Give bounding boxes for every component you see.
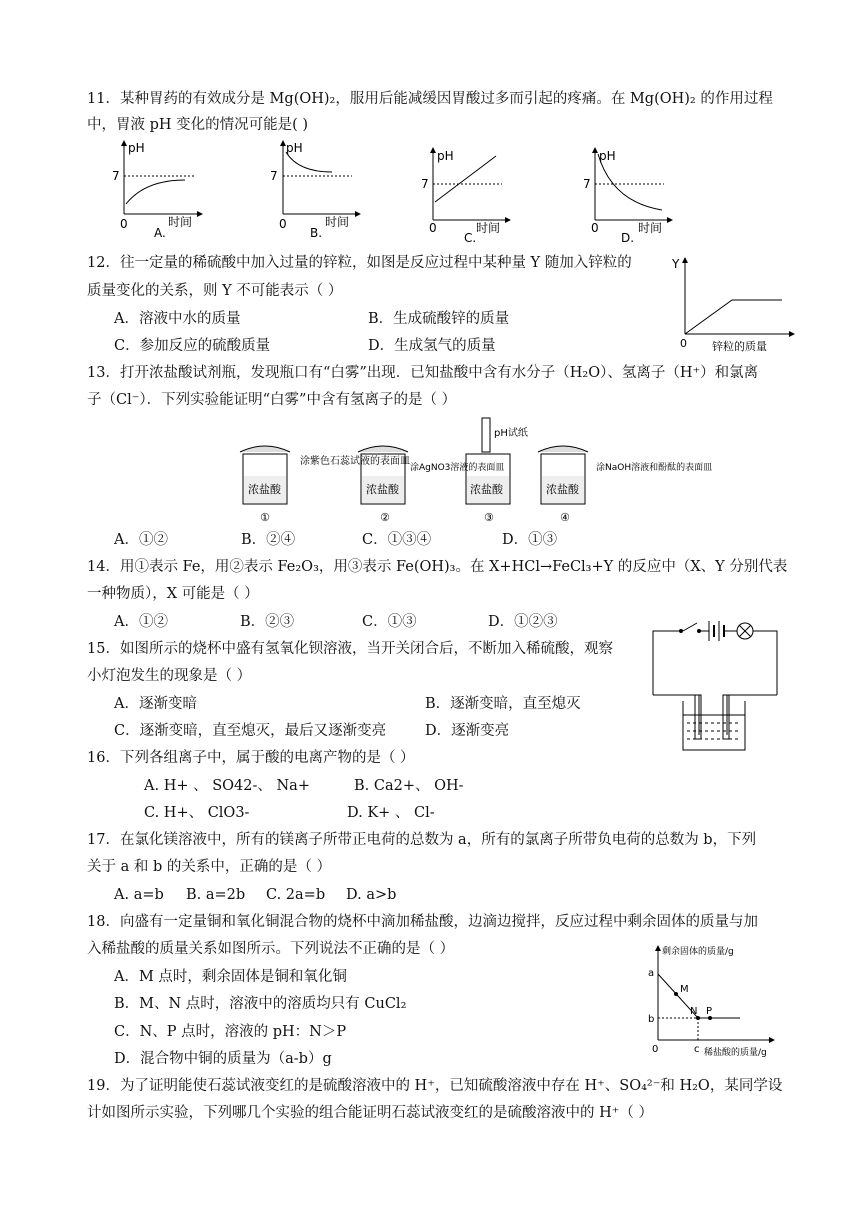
svg-text:B.: B.	[310, 226, 323, 240]
q19-line2: 计如图所示实验，下列哪几个实验的组合能证明石蕊试液变红的是硫酸溶液中的 H⁺（ ）	[87, 1105, 654, 1121]
q17-line2: 关于 a 和 b 的关系中，正确的是（ ）	[87, 859, 331, 875]
ph-graph-d	[583, 149, 670, 245]
svg-text:0: 0	[429, 221, 437, 235]
svg-text:D.: D.	[621, 231, 635, 245]
q15-option-c: C．逐渐变暗，直至熄灭，最后又逐渐变亮	[114, 723, 387, 739]
q17-option-d: D. a>b	[346, 887, 397, 903]
svg-text:①: ①	[260, 511, 270, 524]
q13-option-d: D．①③	[502, 532, 558, 548]
q16-option-c: C. H+、 ClO3-	[144, 805, 250, 821]
svg-text:0: 0	[652, 1044, 659, 1055]
svg-text:A.: A.	[154, 226, 166, 240]
q15-option-d: D．逐渐变亮	[425, 723, 510, 739]
svg-text:④: ④	[560, 511, 570, 524]
q17-option-a: A. a=b	[114, 887, 164, 903]
q11-line2: 中，胃液 pH 变化的情况可能是( )	[87, 117, 309, 133]
q15-line2: 小灯泡发生的现象是（ ）	[87, 668, 252, 684]
q18-option-b: B．M、N 点时，溶液中的溶质均只有 CuCl₂	[114, 996, 407, 1012]
svg-text:0: 0	[680, 337, 687, 350]
q17-option-b: B. a=2b	[186, 887, 246, 903]
q18-line2: 入稀盐酸的质量关系如图所示。下列说法不正确的是（ ）	[87, 941, 455, 957]
svg-text:浓盐酸: 浓盐酸	[366, 483, 399, 496]
svg-text:浓盐酸: 浓盐酸	[546, 483, 579, 496]
q12-graph	[660, 254, 800, 354]
svg-text:浓盐酸: 浓盐酸	[470, 483, 503, 496]
svg-text:7: 7	[421, 177, 429, 191]
q12-option-b: B．生成硫酸锌的质量	[368, 311, 510, 327]
svg-text:涂紫色石蕊试液的表面皿: 涂紫色石蕊试液的表面皿	[300, 456, 410, 467]
svg-text:时间: 时间	[638, 221, 663, 235]
q18-option-a: A．M 点时，剩余固体是铜和氧化铜	[114, 969, 347, 985]
svg-text:锌粒的质量: 锌粒的质量	[712, 340, 767, 353]
ph-graph-a	[112, 141, 200, 240]
svg-text:0: 0	[120, 217, 128, 231]
svg-text:b: b	[648, 1014, 655, 1025]
ph-graph-b	[270, 141, 358, 240]
q18-graph	[640, 940, 780, 1062]
beaker-4	[538, 446, 712, 524]
svg-text:pH: pH	[128, 141, 145, 155]
q14-option-c: C．①③	[362, 614, 417, 630]
svg-text:0: 0	[591, 221, 599, 235]
q12-line2: 质量变化的关系，则 Y 不可能表示（ ）	[87, 283, 343, 299]
q12-line1: 12．往一定量的稀硫酸中加入过量的锌粒，如图是反应过程中某种量 Y 随加入锌粒的	[87, 255, 632, 271]
q14-line2: 一种物质），X 可能是（ ）	[87, 586, 259, 602]
q18-line1: 18．向盛有一定量铜和氧化铜混合物的烧杯中滴加稀盐酸，边滴边搅拌，反应过程中剩余固体的质量与加	[87, 914, 758, 930]
q11-line1: 11．某种胃药的有效成分是 Mg(OH)₂，服用后能减缓因胃酸过多而引起的疼痛。在 Mg(OH)₂ 的作用过程	[87, 91, 773, 107]
svg-text:pH试纸: pH试纸	[494, 428, 528, 439]
svg-text:P: P	[706, 1006, 713, 1017]
q12-option-d: D．生成氢气的质量	[368, 338, 496, 354]
q16-line1: 16．下列各组离子中，属于酸的电离产物的是（ ）	[87, 750, 415, 766]
svg-text:pH: pH	[286, 141, 303, 155]
q13-line2: 子（Cl⁻）．下列实验能证明“白雾”中含有氢离子的是（ ）	[87, 392, 457, 408]
svg-text:Y: Y	[672, 257, 680, 271]
svg-text:7: 7	[270, 169, 278, 183]
q15-option-b: B．逐渐变暗，直至熄灭	[425, 696, 581, 712]
svg-text:0: 0	[279, 217, 287, 231]
q13-option-b: B．②④	[241, 532, 296, 548]
svg-text:N: N	[690, 1006, 698, 1017]
q16-option-b: B. Ca2+、 OH-	[354, 778, 464, 794]
svg-text:7: 7	[583, 177, 591, 191]
q14-line1: 14．用①表示 Fe，用②表示 Fe₂O₃，用③表示 Fe(OH)₃。在 X+HCl→FeCl₃+Y 的反应中（X、Y 分别代表	[87, 559, 788, 575]
q15-option-a: A．逐渐变暗	[114, 696, 197, 712]
svg-text:时间: 时间	[325, 215, 350, 229]
svg-text:涂NaOH溶液和酚酞的表面皿: 涂NaOH溶液和酚酞的表面皿	[596, 463, 713, 473]
svg-text:c: c	[694, 1044, 700, 1055]
q13-option-c: C．①③④	[362, 532, 432, 548]
q14-option-d: D．①②③	[488, 614, 558, 630]
svg-text:pH: pH	[437, 149, 454, 163]
q16-option-d: D. K+ 、 Cl-	[347, 805, 435, 821]
svg-text:浓盐酸: 浓盐酸	[248, 483, 281, 496]
q14-option-a: A．①②	[114, 614, 168, 630]
svg-text:M: M	[680, 984, 689, 995]
svg-text:C.: C.	[464, 231, 477, 245]
svg-text:pH: pH	[599, 149, 616, 163]
svg-text:7: 7	[112, 169, 120, 183]
svg-text:时间: 时间	[476, 221, 501, 235]
q15-circuit	[645, 615, 785, 755]
q16-option-a: A. H+ 、 SO42-、 Na+	[144, 778, 310, 794]
q12-option-a: A．溶液中水的质量	[114, 311, 241, 327]
svg-text:③: ③	[484, 511, 494, 524]
q13-option-a: A．①②	[114, 532, 168, 548]
q15-line1: 15．如图所示的烧杯中盛有氢氧化钡溶液，当开关闭合后，不断加入稀硫酸，观察	[87, 641, 613, 657]
q13-figure	[230, 414, 713, 526]
svg-text:剩余固体的质量/g: 剩余固体的质量/g	[662, 947, 734, 957]
q13-line1: 13．打开浓盐酸试剂瓶，发现瓶口有“白雾”出现．已知盐酸中含有水分子（H₂O）、氢离子（H⁺）和氯离	[87, 365, 759, 381]
svg-text:时间: 时间	[168, 215, 193, 229]
ph-graph-c	[421, 149, 508, 245]
q17-line1: 17．在氯化镁溶液中，所有的镁离子所带正电荷的总数为 a，所有的氯离子所带负电荷的总数为 b，下列	[87, 832, 757, 848]
svg-text:涂AgNO3溶液的表面皿: 涂AgNO3溶液的表面皿	[410, 463, 505, 473]
q11-ph-graphs	[0, 138, 860, 248]
svg-text:a: a	[648, 968, 655, 979]
q18-option-d: D．混合物中铜的质量为（a-b）g	[114, 1051, 332, 1067]
q12-option-c: C．参加反应的硫酸质量	[114, 338, 271, 354]
q18-option-c: C．N、P 点时，溶液的 pH：N＞P	[114, 1024, 347, 1040]
svg-text:②: ②	[380, 511, 390, 524]
svg-text:稀盐酸的质量/g: 稀盐酸的质量/g	[704, 1048, 767, 1058]
q19-line1: 19．为了证明能使石蕊试液变红的是硫酸溶液中的 H⁺，已知硫酸溶液中存在 H⁺、SO₄²⁻和 H₂O，某同学设	[87, 1078, 783, 1094]
q14-option-b: B．②③	[240, 614, 295, 630]
q17-option-c: C. 2a=b	[266, 887, 326, 903]
